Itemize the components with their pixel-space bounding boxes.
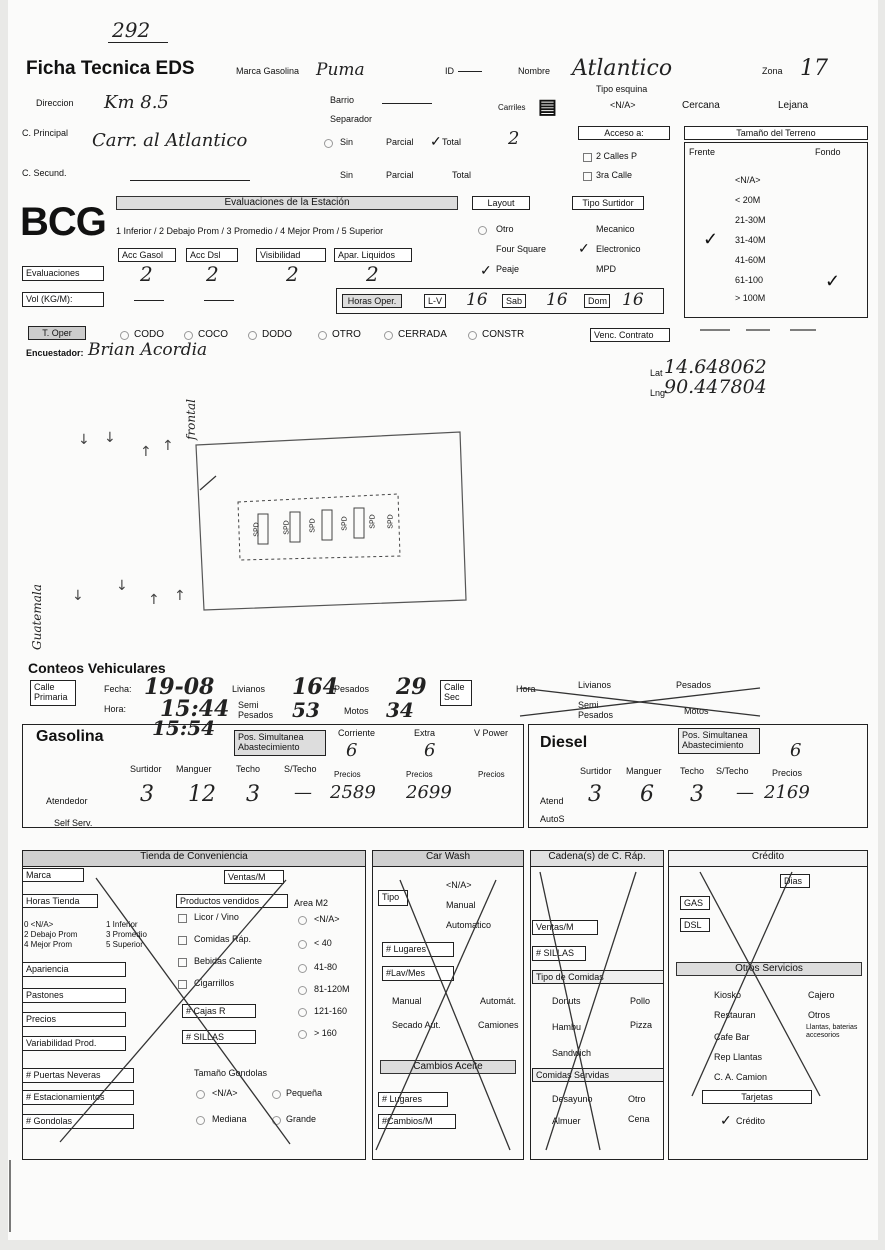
otro-label: Otro [496, 224, 514, 234]
diesel-surtidor-label: Surtidor [580, 766, 612, 776]
vpower-label: V Power [474, 728, 509, 738]
electronico-label: Electronico [596, 244, 641, 254]
semi-label-2: Semi Pesados [578, 700, 614, 720]
apariencia-label: Apariencia [22, 962, 126, 977]
pesados-label: Pesados [334, 684, 370, 694]
bcg-logo: BCG [20, 200, 106, 244]
tamano-gondolas-label: Tamaño Gondolas [194, 1068, 268, 1078]
tipo-comidas-label: Tipo de Comidas [532, 970, 664, 984]
otro-servicio: Llantas, baterias accesorios [806, 1024, 858, 1039]
eval-apar[interactable]: 2 [366, 262, 379, 286]
svg-text:↓: ↓ [78, 432, 90, 448]
check-mark-credito: ✓ [720, 1112, 732, 1128]
carwash-tipo-label: Tipo [378, 890, 408, 906]
tamano-option[interactable]: 31-40M [735, 235, 766, 245]
svg-text:↓: ↓ [104, 430, 116, 446]
motos-label-2: Motos [684, 706, 709, 716]
svg-text:↑: ↑ [174, 588, 186, 604]
calles2-label: 2 Calles P [596, 151, 638, 161]
area-option: 81-120M [314, 984, 350, 994]
lat-value[interactable]: 14.648062 [664, 356, 767, 378]
carriles-label: Carriles [498, 103, 526, 112]
tienda-sillas-label: # SILLAS [182, 1030, 256, 1044]
producto-label: Licor / Vino [194, 912, 239, 922]
precio-extra-value[interactable]: 2699 [406, 782, 452, 803]
carwash-option: <N/A> [446, 880, 472, 890]
carwash-check-label: Secado Aut. [392, 1020, 441, 1030]
cambios-mes-label: #Cambios/M [378, 1114, 456, 1129]
t-oper-option: OTRO [332, 329, 361, 340]
acceso-label: Acceso a: [578, 126, 670, 140]
diesel-pos-value[interactable]: 6 [790, 740, 802, 761]
precios-label: Precios [478, 770, 505, 779]
otro-servicio: Cajero [808, 990, 835, 1000]
precios-label: Precios [22, 1012, 126, 1027]
area-option: <N/A> [314, 914, 340, 924]
hora-fin-value[interactable]: 15:54 [152, 716, 216, 740]
tienda-marca-label: Marca [22, 868, 84, 882]
diesel-title: Diesel [540, 734, 588, 751]
check-mark-total: ✓ [430, 133, 442, 149]
c-principal-label: C. Principal [22, 128, 69, 138]
surtidor-label: Surtidor [130, 764, 162, 774]
comida-option: Donuts [552, 996, 581, 1006]
gondola-option: <N/A> [212, 1088, 238, 1098]
sab-label: Sab [502, 294, 526, 308]
carwash-option: Manual [446, 900, 476, 910]
tienda-title: Tienda de Conveniencia [23, 851, 365, 867]
dom-value[interactable]: 16 [622, 290, 644, 310]
diesel-techo-label: Techo [680, 766, 705, 776]
sab-value[interactable]: 16 [546, 290, 568, 310]
carwash-title: Car Wash [373, 851, 523, 867]
cadena-title: Cadena(s) de C. Ráp. [531, 851, 663, 867]
diesel-s-techo-label: S/Techo [716, 766, 749, 776]
otro-servicio: Kiosko [714, 990, 742, 1000]
tipo-esquina-label: Tipo esquina [596, 84, 648, 94]
producto-label: Cigarrillos [194, 978, 235, 988]
peaje-label: Peaje [496, 264, 520, 274]
area-option: 121-160 [314, 1006, 348, 1016]
tamano-option[interactable]: <N/A> [735, 175, 761, 185]
manguer-label: Manguer [176, 764, 212, 774]
parcial-label-1: Parcial [386, 137, 414, 147]
estacionamientos-label: # Estacionamientos [22, 1090, 134, 1105]
gondolas-label: # Gondolas [22, 1114, 134, 1129]
layout-label: Layout [472, 196, 530, 210]
vol-label: Vol (KG/M): [22, 292, 104, 307]
page-number: 292 [112, 18, 151, 42]
atendedor-label: Atendedor [46, 796, 88, 806]
frente-label: Frente [689, 147, 716, 157]
s-techo-label: S/Techo [284, 764, 317, 774]
area-option: 41-80 [314, 962, 338, 972]
hora-label: Hora: [104, 704, 127, 714]
tamano-option[interactable]: 41-60M [735, 255, 766, 265]
gondola-option: Mediana [212, 1114, 247, 1124]
lv-value[interactable]: 16 [466, 290, 488, 310]
zona-label: Zona [762, 66, 783, 76]
c-secund-label: C. Secund. [22, 168, 67, 178]
hora2-label: Hora [516, 684, 536, 694]
nombre-value[interactable]: Atlantico [572, 56, 673, 81]
tamano-option[interactable]: < 20M [735, 195, 761, 205]
tamano-option[interactable]: 21-30M [735, 215, 766, 225]
otro-servicio: Restauran [714, 1010, 756, 1020]
fecha-label: Fecha: [104, 684, 132, 694]
carriles-value[interactable]: 2 [508, 128, 520, 149]
t-oper-label: T. Oper [28, 326, 86, 340]
pump-label: SPD [283, 520, 291, 535]
apar-liquidos-label: Apar. Liquidos [334, 248, 412, 262]
cadena-sillas-label: # SILLAS [532, 946, 586, 961]
escala-item: 3 Promedio [106, 930, 147, 939]
hora-value[interactable]: 15:44 [160, 696, 230, 722]
parcial-label-2: Parcial [386, 170, 414, 180]
livianos-value[interactable]: 164 [292, 674, 338, 700]
zona-value[interactable]: 17 [800, 56, 828, 81]
diesel-pos-sim-label: Pos. Simultanea Abastecimiento [678, 728, 760, 754]
cadena-ventas-label: Ventas/M [532, 920, 598, 935]
form-title: Ficha Tecnica EDS [26, 58, 195, 79]
venc-contrato-label: Venc. Contrato [590, 328, 670, 342]
pastones-label: Pastones [22, 988, 126, 1003]
check-mark-peaje: ✓ [480, 262, 492, 278]
corriente-label: Corriente [338, 728, 376, 738]
gas-surtidor-value[interactable]: 3 [140, 782, 154, 807]
check-mark-electronico: ✓ [578, 240, 590, 256]
variabilidad-label: Variabilidad Prod. [22, 1036, 126, 1051]
diesel-precio-value[interactable]: 2169 [764, 782, 810, 803]
tipo-surtidor-label: Tipo Surtidor [572, 196, 644, 210]
puertas-label: # Puertas Neveras [22, 1068, 134, 1083]
extra-label: Extra [414, 728, 436, 738]
diesel-manguer-value[interactable]: 6 [640, 782, 654, 807]
autos-label: AutoS [540, 814, 565, 824]
comida-option: Sandwich [552, 1048, 592, 1058]
encuestador-value[interactable]: Brian Acordia [88, 340, 208, 360]
gas-techo-value[interactable]: 3 [246, 782, 260, 807]
semi-value[interactable]: 53 [292, 698, 320, 722]
otros-servicios-title: Otros Servicios [676, 962, 862, 976]
mecanico-label: Mecanico [596, 224, 635, 234]
cambios-lugares-label: # Lugares [378, 1092, 448, 1107]
svg-text:↑: ↑ [162, 438, 174, 454]
tarjetas-label: Tarjetas [702, 1090, 812, 1104]
pesados-value[interactable]: 29 [396, 674, 427, 700]
id-label: ID [445, 66, 454, 76]
gas-pos-sim-label: Pos. Simultanea Abastecimiento [234, 730, 326, 756]
otro-servicio: C. A. Camion [714, 1072, 768, 1082]
sin-label-2: Sin [340, 170, 354, 180]
escala-item: 0 <N/A> [24, 920, 54, 929]
svg-text:↑: ↑ [148, 592, 160, 608]
producto-label: Comidas Ráp. [194, 934, 252, 944]
tipo-esquina-value[interactable]: <N/A> [610, 100, 636, 110]
lng-label: Lng [650, 388, 666, 398]
lat-label: Lat [650, 368, 663, 378]
lejana-label: Lejana [778, 100, 809, 111]
comidas-servidas-label: Comidas Servidas [532, 1068, 664, 1082]
eval-acc-gasol[interactable]: 2 [140, 262, 153, 286]
area-label: Area M2 [294, 898, 329, 908]
dom-label: Dom [584, 294, 610, 308]
t-oper-option: COCO [198, 329, 228, 340]
diesel-techo-value[interactable]: 3 [690, 782, 704, 807]
servida-option: Almuer [552, 1116, 581, 1126]
marca-value[interactable]: Puma [316, 60, 365, 80]
pump-label: SPD [309, 518, 317, 533]
gondola-option: Pequeña [286, 1088, 323, 1098]
fondo-label: Fondo [815, 147, 841, 157]
credito-check-label: Crédito [736, 1116, 766, 1126]
otro-servicio: Otros [808, 1010, 831, 1020]
diesel-s-techo-value[interactable]: — [736, 782, 754, 803]
horas-tienda-label: Horas Tienda [22, 894, 98, 908]
gondola-option: Grande [286, 1114, 317, 1124]
tienda-ventas-label: Ventas/M [224, 870, 284, 884]
cajas-label: # Cajas R [182, 1004, 256, 1018]
escala-item: 2 Debajo Prom [24, 930, 78, 939]
carwash-lugares-label: # Lugares [382, 942, 454, 957]
t-oper-option: CONSTR [482, 329, 525, 340]
otro-servicio: Cafe Bar [714, 1032, 750, 1042]
tamano-option[interactable]: > 100M [735, 293, 766, 303]
cercana-label: Cercana [682, 100, 720, 111]
sketch-label-top: frontal [184, 399, 198, 440]
lng-value[interactable]: 90.447804 [664, 376, 767, 398]
otro-servicio: Rep Llantas [714, 1052, 763, 1062]
precios-label: Precios [406, 770, 433, 779]
pos-corriente-value[interactable]: 6 [346, 740, 358, 761]
producto-label: Bebidas Caliente [194, 956, 263, 966]
pos-extra-value[interactable]: 6 [424, 740, 436, 761]
total-label-2: Total [452, 170, 472, 180]
svg-text:↓: ↓ [72, 588, 84, 604]
acc-gasol-label: Acc Gasol [118, 248, 176, 262]
tamano-label: Tamaño del Terreno [684, 126, 868, 140]
pump-label: SPD [369, 514, 377, 529]
nombre-label: Nombre [518, 66, 551, 76]
credito-title: Crédito [669, 851, 867, 867]
servida-option: Otro [628, 1094, 646, 1104]
dias-label: Dias [780, 874, 810, 888]
precios-label: Precios [334, 770, 361, 779]
conteos-title: Conteos Vehiculares [28, 660, 166, 676]
servida-option: Cena [628, 1114, 650, 1124]
calle-sec-label: Calle Sec [440, 680, 472, 706]
comida-option: Pollo [630, 996, 651, 1006]
area-option: < 40 [314, 938, 332, 948]
precio-corriente-value[interactable]: 2589 [330, 782, 376, 803]
atend-label: Atend [540, 796, 564, 806]
comida-option: Hambu [552, 1022, 582, 1032]
separador-label: Separador [330, 114, 373, 124]
carwash-option: Automatico [446, 920, 492, 930]
motos-label: Motos [344, 706, 369, 716]
lv-label: L-V [424, 294, 446, 308]
gas-manguer-value[interactable]: 12 [188, 782, 216, 807]
pump-label: SPD [341, 516, 349, 531]
lav-mes-label: #Lav/Mes [382, 966, 454, 981]
eval-acc-dsl[interactable]: 2 [206, 262, 219, 286]
escala-item: 5 Superior [106, 940, 143, 949]
c-principal-value[interactable]: Carr. al Atlantico [92, 130, 248, 151]
svg-text:↑: ↑ [140, 444, 152, 460]
evaluaciones-bar: Evaluaciones de la Estación [116, 196, 458, 210]
servida-option: Desayuno [552, 1094, 593, 1104]
direccion-label: Direccion [36, 98, 74, 108]
comida-option: Pizza [630, 1020, 653, 1030]
dsl-label: DSL [680, 918, 710, 932]
eval-visibilidad[interactable]: 2 [286, 262, 299, 286]
fecha-value[interactable]: 19-08 [144, 674, 215, 700]
acc-dsl-label: Acc Dsl [186, 248, 238, 262]
carwash-check-label: Automát. [480, 996, 517, 1006]
carwash-check-label: Camiones [478, 1020, 519, 1030]
livianos-label-2: Livianos [578, 680, 612, 690]
four-square-label: Four Square [496, 244, 547, 254]
marca-label: Marca Gasolina [236, 66, 300, 76]
gas-s-techo-value[interactable]: — [294, 782, 312, 803]
horas-oper-label: Horas Oper. [342, 294, 402, 308]
mpd-label: MPD [596, 264, 616, 274]
traffic-light-icon: ▤ [538, 96, 557, 118]
sin-label-1: Sin [340, 137, 354, 147]
calle3-label: 3ra Calle [596, 170, 633, 180]
svg-text:↓: ↓ [116, 578, 128, 594]
evaluaciones-label: Evaluaciones [22, 266, 104, 281]
check-mark-fondo: ✓ [825, 271, 841, 291]
diesel-surtidor-value[interactable]: 3 [588, 782, 602, 807]
tamano-option[interactable]: 61-100 [735, 275, 764, 285]
direccion-value[interactable]: Km 8.5 [104, 92, 169, 113]
t-oper-option: CODO [134, 329, 164, 340]
diesel-precios-label: Precios [772, 768, 803, 778]
sketch-label-left: Guatemala [30, 584, 44, 650]
t-oper-option: CERRADA [398, 329, 447, 340]
escala-item: 1 Inferior [106, 920, 138, 929]
carwash-check-label: Manual [392, 996, 422, 1006]
area-option: > 160 [314, 1028, 337, 1038]
techo-label: Techo [236, 764, 261, 774]
t-oper-option: DODO [262, 329, 292, 340]
self-serv-label: Self Serv. [54, 818, 93, 828]
pump-label: SPD [387, 514, 395, 529]
total-label-1: Total [442, 137, 462, 147]
visibilidad-label: Visibilidad [256, 248, 326, 262]
cambios-aceite-title: Cambios Aceite [380, 1060, 516, 1074]
barrio-label: Barrio [330, 95, 355, 105]
pesados-label-2: Pesados [676, 680, 712, 690]
escala-text: 1 Inferior / 2 Debajo Prom / 3 Promedio / 4 Mejor Prom / 5 Superior [116, 226, 384, 236]
check-mark-frente: ✓ [703, 229, 719, 249]
gas-label: GAS [680, 896, 710, 910]
pump-label: SPD [253, 522, 261, 537]
gasolina-title: Gasolina [36, 728, 104, 745]
productos-label: Productos vendidos [176, 894, 288, 908]
encuestador-label: Encuestador: [26, 348, 84, 358]
diesel-manguer-label: Manguer [626, 766, 662, 776]
escala-item: 4 Mejor Prom [24, 940, 73, 949]
motos-value[interactable]: 34 [386, 698, 414, 722]
calle-primaria-label: Calle Primaria [30, 680, 76, 706]
livianos-label: Livianos [232, 684, 266, 694]
semi-label: Semi Pesados [238, 700, 274, 720]
